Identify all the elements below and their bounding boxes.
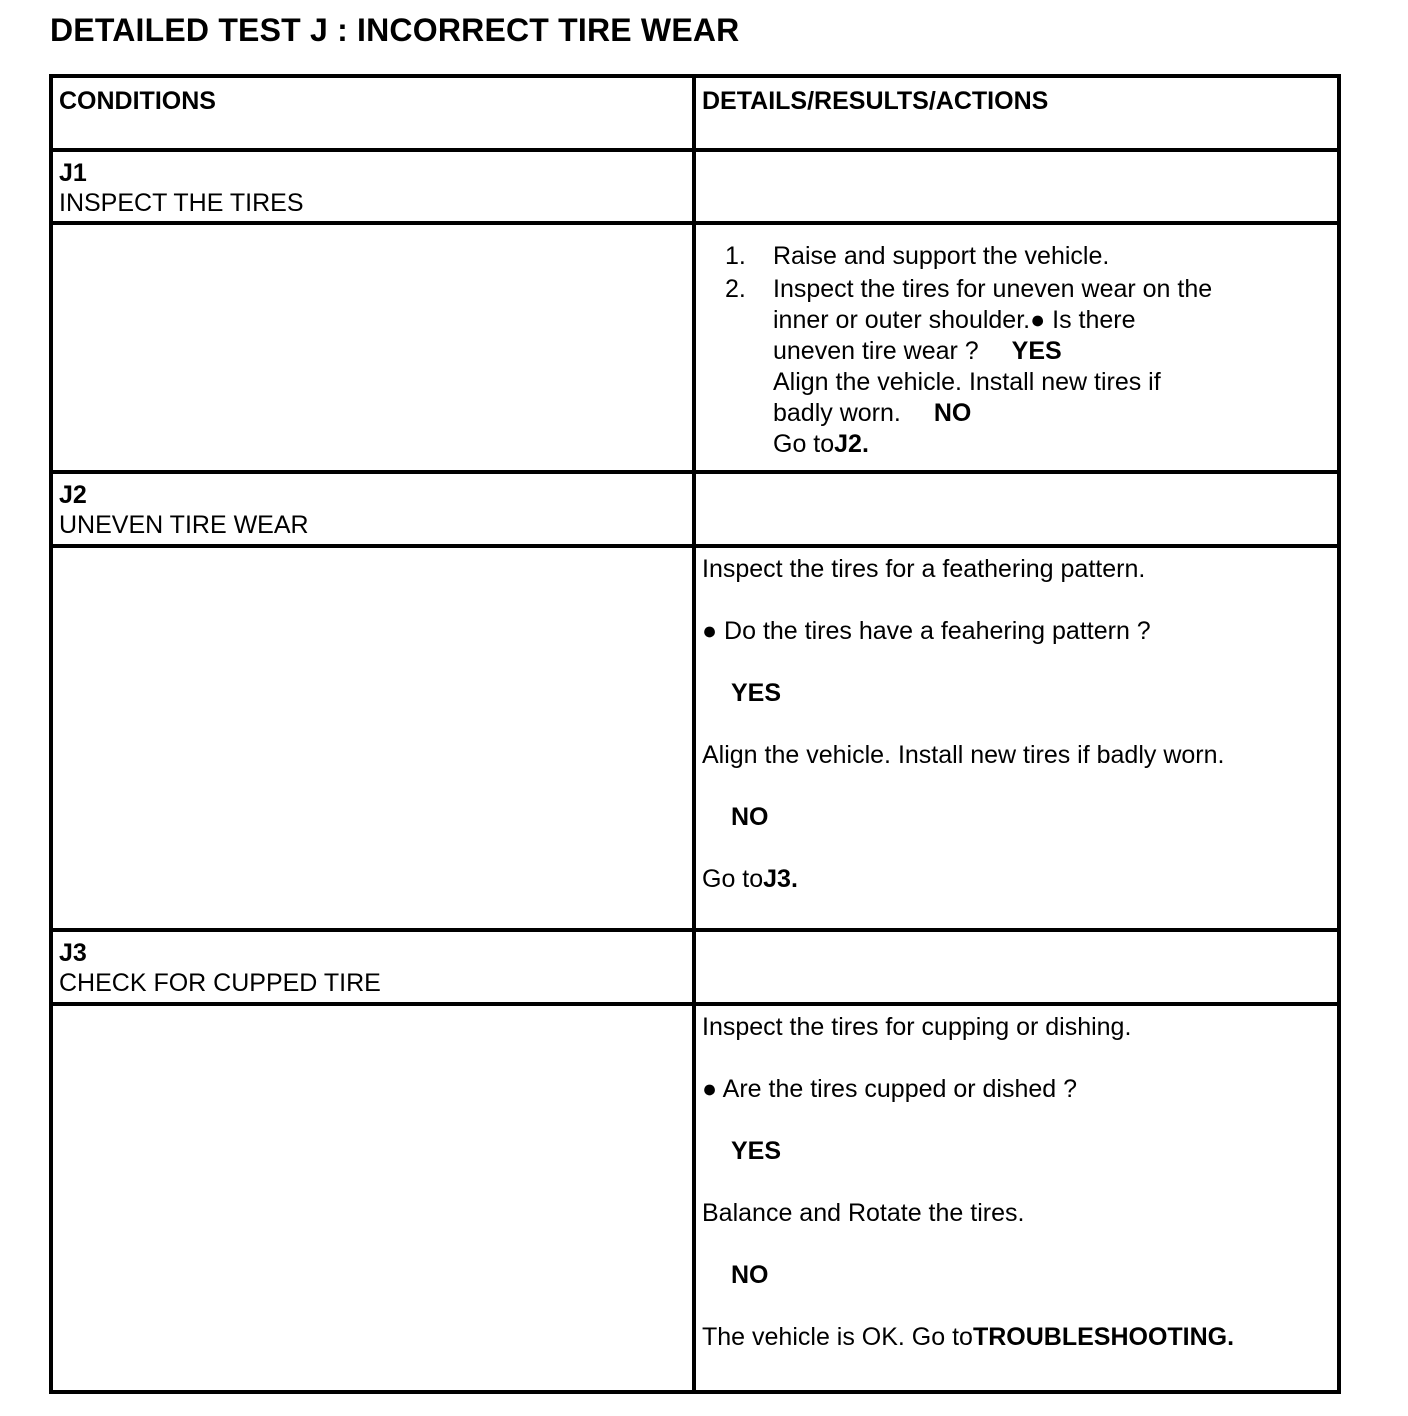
j3-no-label: NO — [731, 1261, 769, 1289]
j2-question: ● Do the tires have a feahering pattern ? — [702, 617, 1151, 645]
j2-condition-empty — [53, 548, 696, 932]
j2-goto-prefix: Go to — [702, 865, 764, 893]
j1-yes-action-2-row — [773, 398, 1337, 429]
j3-goto-row — [702, 1322, 1337, 1384]
j1-steps — [702, 241, 1337, 460]
j3-goto-target: TROUBLESHOOTING. — [972, 1323, 1235, 1351]
j2-yes-action: Align the vehicle. Install new tires if badly worn. — [702, 741, 1225, 769]
j1-condition — [53, 152, 696, 225]
j1-step-1-text: Raise and support the vehicle. — [773, 242, 1110, 270]
diagnostic-table — [49, 74, 1341, 1394]
j1-yes-action-1: Align the vehicle. Install new tires if — [773, 368, 1161, 396]
j3-condition-empty — [53, 1006, 696, 1390]
j1-details — [696, 225, 1337, 474]
j2-details — [696, 548, 1337, 932]
j1-step-2-line1: Inspect the tires for uneven wear on the — [773, 275, 1213, 303]
page-title: DETAILED TEST J : INCORRECT TIRE WEAR — [50, 12, 740, 48]
j3-goto-prefix: The vehicle is OK. Go to — [702, 1323, 973, 1351]
j3-details — [696, 1006, 1337, 1390]
j1-id: J1 — [59, 159, 87, 187]
j1-step-2-line3: uneven tire wear ? — [773, 337, 979, 365]
j2-no-label: NO — [731, 803, 769, 831]
j1-goto-target: J2. — [834, 430, 869, 458]
j1-detail-empty — [696, 152, 1337, 225]
j2-title: UNEVEN TIRE WEAR — [59, 511, 309, 539]
j2-condition — [53, 474, 696, 548]
j1-step-2-line2: inner or outer shoulder.● Is there — [773, 306, 1136, 334]
j1-yes-label: YES — [1011, 337, 1062, 365]
j2-yes-label: YES — [731, 679, 782, 707]
header-conditions: CONDITIONS — [53, 78, 696, 152]
j1-step-1-num: 1. — [725, 242, 746, 270]
j1-yes-action-2: badly worn. — [773, 399, 901, 427]
j1-step-2-num: 2. — [725, 275, 746, 303]
j1-title: INSPECT THE TIRES — [59, 189, 304, 217]
j2-goto-target: J3. — [763, 865, 798, 893]
j3-yes-label: YES — [731, 1137, 782, 1165]
j3-yes-action: Balance and Rotate the tires. — [702, 1199, 1025, 1227]
j1-step-2 — [702, 274, 1337, 460]
j3-question: ● Are the tires cupped or dished ? — [702, 1075, 1078, 1103]
j3-inspect: Inspect the tires for cupping or dishing. — [702, 1013, 1132, 1041]
j2-detail-empty — [696, 474, 1337, 548]
j2-goto-row — [702, 864, 1337, 926]
j3-detail-empty — [696, 932, 1337, 1006]
j2-id: J2 — [59, 481, 87, 509]
j1-goto-prefix: Go to — [773, 430, 835, 458]
j3-id: J3 — [59, 939, 87, 967]
j3-condition — [53, 932, 696, 1006]
j2-inspect: Inspect the tires for a feathering pattern. — [702, 555, 1146, 583]
header-details: DETAILS/RESULTS/ACTIONS — [696, 78, 1337, 152]
j3-title: CHECK FOR CUPPED TIRE — [59, 969, 381, 997]
j1-condition-empty — [53, 225, 696, 474]
j1-step-2-line3-row — [773, 336, 1337, 367]
j1-step-1 — [702, 241, 1337, 272]
j1-goto-row — [773, 429, 1337, 460]
j1-no-label: NO — [933, 399, 972, 427]
